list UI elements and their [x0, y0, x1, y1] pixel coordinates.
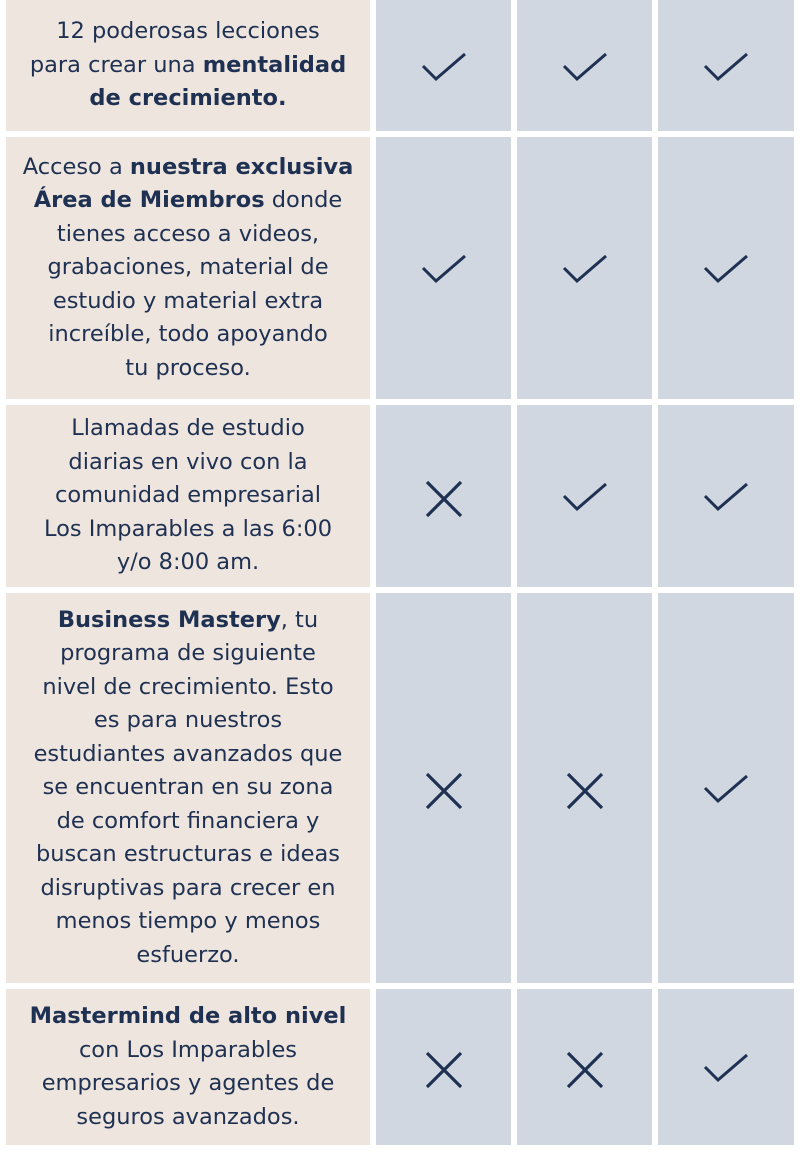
feature-text-line — [30, 49, 346, 83]
check-icon — [703, 52, 749, 82]
feature-text-line — [44, 513, 332, 547]
feature-text: comunidad empresarial — [54, 482, 321, 509]
plan-2-cell — [517, 0, 652, 131]
feature-description — [30, 1000, 347, 1134]
feature-text-line — [30, 1034, 347, 1068]
plan-2-cell — [517, 137, 652, 399]
feature-text: Acceso a — [22, 153, 130, 180]
plan-3-cell — [658, 405, 794, 587]
plan-3-cell — [658, 0, 794, 131]
feature-text: estudiantes avanzados que — [33, 740, 343, 767]
feature-text-line — [44, 546, 332, 580]
feature-text-bold: nuestra exclusiva — [129, 153, 354, 180]
feature-text-line — [30, 1000, 347, 1034]
feature-text: empresarios y agentes de — [41, 1070, 335, 1096]
feature-text: y/o 8:00 am. — [116, 549, 260, 576]
feature-text: tienes acceso a videos, — [56, 220, 320, 247]
plan-1-cell — [376, 405, 511, 587]
feature-text: 12 poderosas lecciones — [56, 18, 320, 45]
feature-text-line — [34, 771, 343, 805]
feature-text-bold: Mastermind de alto nivel — [29, 1003, 347, 1029]
check-icon — [703, 1053, 749, 1083]
feature-text-line — [34, 637, 343, 671]
feature-text: programa de siguiente — [60, 640, 316, 667]
feature-text: seguros avanzados. — [76, 1103, 300, 1130]
check-icon — [703, 482, 749, 512]
feature-text-line — [30, 15, 346, 49]
plan-3-cell — [658, 989, 794, 1145]
feature-description — [44, 412, 332, 580]
feature-text-bold: Business Mastery — [57, 606, 281, 633]
feature-text: diarias en vivo con la — [68, 448, 308, 475]
feature-text: , tu — [280, 606, 319, 633]
x-icon — [566, 772, 604, 810]
feature-text: tu proceso. — [125, 354, 251, 381]
feature-description — [34, 604, 343, 973]
feature-text: donde — [264, 187, 343, 214]
feature-text-line — [44, 446, 332, 480]
feature-description — [30, 15, 346, 116]
feature-text: estudio y material extra — [52, 287, 324, 314]
feature-cell — [6, 405, 370, 587]
feature-text: buscan estructuras e ideas — [36, 841, 340, 868]
feature-text: menos tiempo y menos — [55, 908, 321, 935]
feature-text: es para nuestros — [93, 707, 283, 734]
feature-text-line — [44, 479, 332, 513]
plan-1-cell — [376, 593, 511, 983]
feature-text-line — [30, 82, 346, 116]
check-icon — [703, 774, 749, 804]
check-icon — [421, 254, 467, 284]
x-icon — [566, 1051, 604, 1089]
feature-text-line — [23, 251, 354, 285]
feature-cell — [6, 593, 370, 983]
feature-text-bold: de crecimiento. — [89, 85, 287, 112]
feature-text-bold: mentalidad — [202, 51, 347, 78]
check-icon — [562, 52, 608, 82]
feature-text-line — [34, 704, 343, 738]
feature-text-line — [34, 939, 343, 973]
feature-text-line — [30, 1067, 347, 1101]
plan-2-cell — [517, 593, 652, 983]
plan-3-cell — [658, 593, 794, 983]
feature-cell — [6, 137, 370, 399]
feature-text: con Los Imparables — [78, 1036, 298, 1063]
feature-text-line — [23, 218, 354, 252]
feature-text-line — [23, 318, 354, 352]
feature-text: Llamadas de estudio — [71, 415, 305, 442]
check-icon — [562, 254, 608, 284]
feature-description — [23, 151, 354, 386]
check-icon — [562, 482, 608, 512]
plan-1-cell — [376, 137, 511, 399]
plan-2-cell — [517, 405, 652, 587]
feature-text-line — [23, 352, 354, 386]
feature-cell — [6, 989, 370, 1145]
feature-text-line — [30, 1101, 347, 1135]
feature-text: esfuerzo. — [136, 941, 240, 968]
feature-text: disruptivas para crecer en — [40, 874, 336, 901]
feature-text: para crear una — [29, 51, 203, 78]
x-icon — [425, 772, 463, 810]
feature-text-line — [34, 671, 343, 705]
feature-text-line — [34, 838, 343, 872]
feature-text: grabaciones, material de — [47, 254, 329, 281]
plan-1-cell — [376, 0, 511, 131]
feature-text: de comfort financiera y — [56, 807, 320, 834]
feature-text: nivel de crecimiento. Esto — [42, 673, 334, 700]
feature-text-line — [44, 412, 332, 446]
feature-text-line — [34, 905, 343, 939]
plan-3-cell — [658, 137, 794, 399]
feature-text-line — [34, 872, 343, 906]
plan-2-cell — [517, 989, 652, 1145]
feature-text: increíble, todo apoyando — [48, 321, 328, 348]
check-icon — [703, 254, 749, 284]
feature-text: se encuentran en su zona — [42, 774, 334, 801]
plan-1-cell — [376, 989, 511, 1145]
feature-text-bold: Área de Miembros — [33, 187, 265, 214]
feature-text-line — [23, 285, 354, 319]
check-icon — [421, 52, 467, 82]
feature-text-line — [34, 604, 343, 638]
feature-cell — [6, 0, 370, 131]
feature-text-line — [34, 738, 343, 772]
feature-text: Los Imparables a las 6:00 — [43, 515, 333, 542]
feature-text-line — [34, 805, 343, 839]
x-icon — [425, 480, 463, 518]
feature-text-line — [23, 184, 354, 218]
x-icon — [425, 1051, 463, 1089]
feature-text-line — [23, 151, 354, 185]
